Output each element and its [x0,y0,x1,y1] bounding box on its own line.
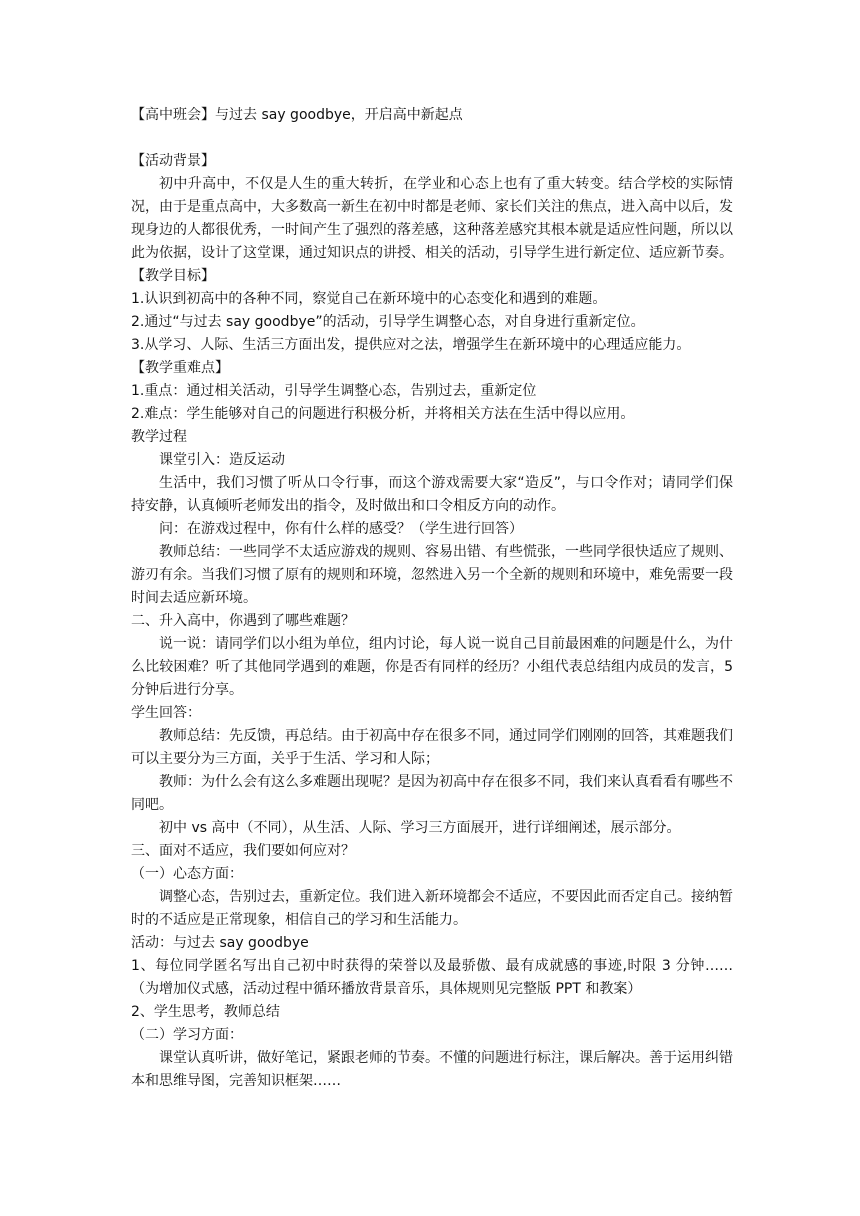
student-answer-label: 学生回答： [131,705,201,721]
intro-title: 课堂引入：造反运动 [159,452,285,468]
goal-item: 1.认识到初高中的各种不同，察觉自己在新环境中的心态变化和遇到的难题。 [131,291,607,307]
section-two-heading: 二、升入高中，你遇到了哪些难题？ [131,613,355,629]
activity-step: 1、每位同学匿名写出自己初中时获得的荣誉以及最骄傲、最有成就感的事迹,时限 3 分钟……（为增加仪式感，活动过程中循环播放背景音乐，具体规则见完整版 PPT 和教案） [131,958,733,997]
blank-line [131,127,733,150]
document-body [131,104,733,1093]
goals-heading: 【教学目标】 [131,268,215,284]
goal-item: 3.从学习、人际、生活三方面出发，提供应对之法，增强学生在新环境中的心理适应能力。 [131,337,691,353]
study-paragraph: 课堂认真听讲，做好笔记，紧跟老师的节奏。不懂的问题进行标注，课后解决。善于运用纠错本和思维导图，完善知识框架…… [131,1050,733,1089]
activity-title: 活动：与过去 say goodbye [131,935,309,951]
teacher-paragraph: 教师：为什么会有这么多难题出现呢？是因为初高中存在很多不同，我们来认真看看有哪些不同吧。 [131,774,733,813]
teacher-summary-paragraph: 教师总结：先反馈，再总结。由于初高中存在很多不同，通过同学们刚刚的回答，其难题我们可以主要分为三方面，关乎于生活、学习和人际； [131,728,733,767]
process-heading: 教学过程 [131,429,187,445]
discussion-paragraph: 说一说：请同学们以小组为单位，组内讨论，每人说一说自己目前最困难的问题是什么，为什么比较困难？听了其他同学遇到的难题，你是否有同样的经历？小组代表总结组内成员的发言，5 分钟后进行分享。 [131,636,733,698]
study-heading: （二）学习方面： [131,1027,243,1043]
section-three-heading: 三、面对不适应，我们要如何应对？ [131,843,355,859]
compare-line: 初中 vs 高中（不同），从生活、人际、学习三方面展开，进行详细阐述，展示部分。 [159,820,681,836]
activity-step: 2、学生思考，教师总结 [131,1004,280,1020]
key-point-item: 2.难点：学生能够对自己的问题进行积极分析，并将相关方法在生活中得以应用。 [131,406,635,422]
background-paragraph: 初中升高中，不仅是人生的重大转折，在学业和心态上也有了重大转变。结合学校的实际情况，由于是重点高中，大多数高一新生在初中时都是老师、家长们关注的焦点，进入高中以后，发现身边的人都很优秀，一时间产生了强烈的落差感，这种落差感究其根本就是适应性问题，所以以此为依据，设计了这堂课，通过知识点的讲授、相关的活动，引导学生进行新定位、适应新节奏。 [131,176,733,261]
intro-paragraph: 生活中，我们习惯了听从口令行事，而这个游戏需要大家“造反”，与口令作对；请同学们保持安静，认真倾听老师发出的指令，及时做出和口令相反方向的动作。 [131,475,733,514]
question-line: 问：在游戏过程中，你有什么样的感受？（学生进行回答） [159,521,523,537]
mind-heading: （一）心态方面： [131,866,243,882]
key-heading: 【教学重难点】 [131,360,229,376]
background-heading: 【活动背景】 [131,153,215,169]
key-point-item: 1.重点：通过相关活动，引导学生调整心态，告别过去，重新定位 [131,383,537,399]
goal-item: 2.通过“与过去 say goodbye”的活动，引导学生调整心态，对自身进行重新定位。 [131,314,645,330]
document-title: 【高中班会】与过去 say goodbye，开启高中新起点 [131,107,463,123]
teacher-summary-paragraph: 教师总结：一些同学不太适应游戏的规则、容易出错、有些慌张，一些同学很快适应了规则、游刃有余。当我们习惯了原有的规则和环境，忽然进入另一个全新的规则和环境中，难免需要一段时间去适应新环境。 [131,544,733,606]
mind-paragraph: 调整心态，告别过去，重新定位。我们进入新环境都会不适应，不要因此而否定自己。接纳暂时的不适应是正常现象，相信自己的学习和生活能力。 [131,889,733,928]
